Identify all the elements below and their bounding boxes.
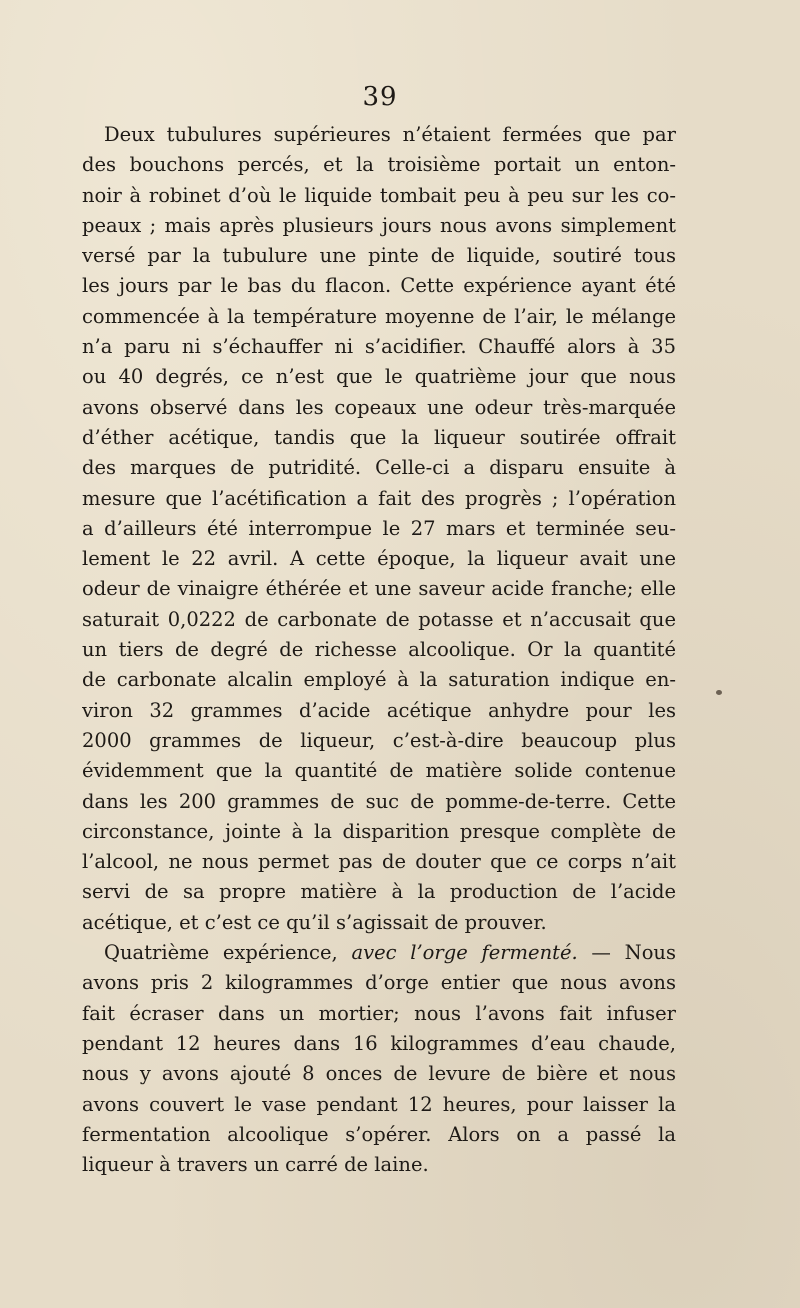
text-line: avons observé dans les copeaux une odeur très-marquée — [82, 395, 676, 419]
text-line: a d’ailleurs été interrompue le 27 mars et terminée seu- — [82, 516, 676, 540]
heading-lead: Quatrième expérience, — [104, 941, 352, 965]
text-line: les jours par le bas du flacon. Cette expérience ayant été — [82, 274, 676, 298]
text-line: lement le 22 avril. A cette époque, la liqueur avait une — [82, 547, 676, 571]
text-line: peaux ; mais après plusieurs jours nous avons simplement — [82, 213, 676, 237]
body-text — [82, 120, 676, 1180]
text-line: des marques de putridité. Celle-ci a disparu ensuite à — [82, 456, 676, 480]
page-number: 39 — [362, 82, 398, 112]
text-line: l’alcool, ne nous permet pas de douter que ce corps n’ait — [82, 850, 676, 874]
text-line: fait écraser dans un mortier; nous l’avons fait infuser — [82, 1001, 676, 1025]
text-line: saturait 0,0222 de carbonate de potasse et n’accusait que — [82, 607, 676, 631]
heading-trail: — Nous — [577, 941, 676, 965]
text-line: odeur de vinaigre éthérée et une saveur acide franche; elle — [82, 577, 676, 601]
text-line: acétique, et c’est ce qu’il s’agissait de prouver. — [82, 910, 547, 934]
text-line: d’éther acétique, tandis que la liqueur soutirée offrait — [82, 425, 676, 449]
ink-spot — [716, 690, 722, 695]
text-line: commencée à la température moyenne de l’air, le mélange — [82, 304, 676, 328]
text-line: versé par la tubulure une pinte de liquide, soutiré tous — [82, 244, 676, 268]
text-line: des bouchons percés, et la troisième portait un enton- — [82, 153, 676, 177]
text-line: fermentation alcoolique s’opérer. Alors on a passé la — [82, 1122, 676, 1146]
heading-italic: avec l’orge fermenté. — [351, 941, 578, 965]
text-line: mesure que l’acétification a fait des progrès ; l’opération — [82, 486, 676, 510]
text-line: pendant 12 heures dans 16 kilogrammes d’eau chaude, — [82, 1031, 676, 1055]
text-line: ou 40 degrés, ce n’est que le quatrième jour que nous — [82, 365, 676, 389]
text-line: viron 32 grammes d’acide acétique anhydre pour les — [82, 698, 676, 722]
section-heading-line — [82, 938, 676, 968]
text-line: noir à robinet d’où le liquide tombait peu à peu sur les co- — [82, 183, 676, 207]
text-line: avons pris 2 kilogrammes d’orge entier que nous avons — [82, 971, 676, 995]
text-line: 2000 grammes de liqueur, c’est-à-dire beaucoup plus — [82, 728, 676, 752]
text-line: liqueur à travers un carré de laine. — [82, 1153, 429, 1177]
text-line: servi de sa propre matière à la production de l’acide — [82, 880, 676, 904]
text-line: Deux tubulures supérieures n’étaient fermées que par — [104, 123, 676, 146]
text-line: avons couvert le vase pendant 12 heures, pour laisser la — [82, 1092, 676, 1116]
text-line: de carbonate alcalin employé à la saturation indique en- — [82, 668, 676, 692]
text-line: dans les 200 grammes de suc de pomme-de-terre. Cette — [82, 789, 676, 813]
text-line: évidemment que la quantité de matière solide contenue — [82, 759, 676, 783]
text-line: n’a paru ni s’échauffer ni s’acidifier. Chauffé alors à 35 — [82, 335, 676, 359]
text-line: nous y avons ajouté 8 onces de levure de bière et nous — [82, 1062, 676, 1086]
text-line: circonstance, jointe à la disparition presque complète de — [82, 819, 676, 843]
text-line: un tiers de degré de richesse alcoolique. Or la quantité — [82, 638, 676, 662]
